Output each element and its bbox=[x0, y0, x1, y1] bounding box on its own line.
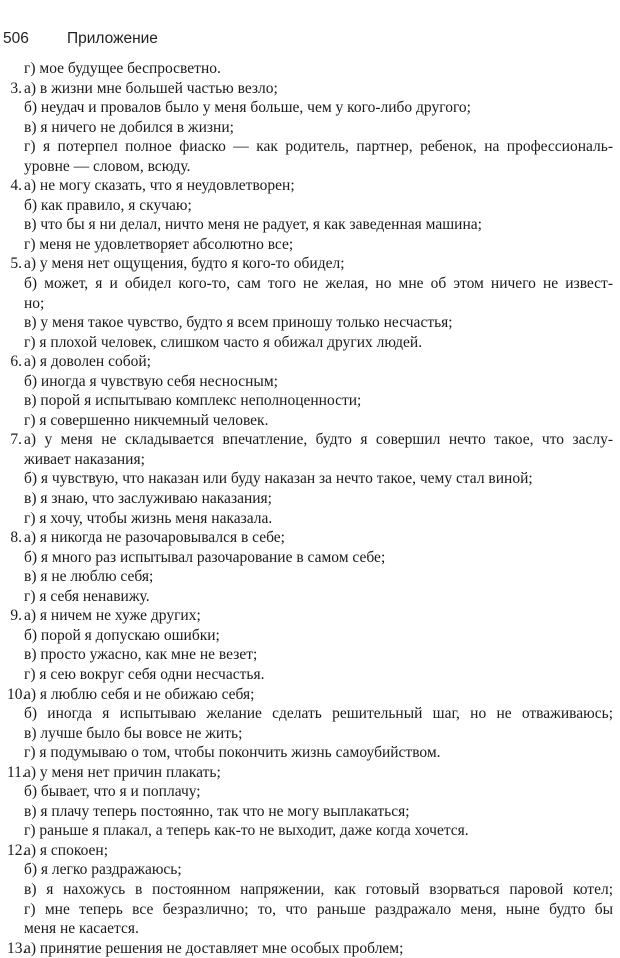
question-number: 9. bbox=[10, 607, 22, 625]
question-line bbox=[7, 352, 613, 372]
question-line bbox=[7, 79, 613, 99]
answer-line bbox=[7, 59, 613, 79]
line-text: б) я много раз испытывал разочарование в самом себе; bbox=[24, 548, 386, 566]
answer-line bbox=[7, 274, 613, 294]
line-text: меня не касается. bbox=[24, 920, 139, 938]
line-text: г) я подумываю о том, чтобы покончить жизнь самоубийством. bbox=[24, 744, 441, 762]
line-text: а) я никогда не разочаровывался в себе; bbox=[24, 529, 285, 547]
line-text: в) лучше было бы вовсе не жить; bbox=[24, 724, 243, 742]
line-text: а) в жизни мне большей частью везло; bbox=[24, 79, 278, 97]
answer-line bbox=[7, 235, 613, 255]
line-text: б) я чувствую, что наказан или буду наказан за нечто такое, чему стал виной; bbox=[24, 470, 533, 488]
question-number: 6. bbox=[10, 353, 22, 371]
answer-line bbox=[7, 626, 613, 646]
answer-line bbox=[7, 860, 613, 880]
line-text: б) может, я и обидел кого-то, сам того не желая, но мне об этом ничего не извест- bbox=[24, 275, 613, 293]
line-text: а) я спокоен; bbox=[24, 841, 109, 859]
question-number: 10. bbox=[7, 685, 27, 703]
page-header bbox=[3, 30, 158, 48]
line-text: но; bbox=[24, 294, 45, 312]
answer-line bbox=[7, 313, 613, 333]
question-number: 3. bbox=[10, 79, 22, 97]
answer-line bbox=[7, 215, 613, 235]
line-text: а) я доволен собой; bbox=[24, 353, 151, 371]
question-line bbox=[7, 430, 613, 450]
line-text: в) я не люблю себя; bbox=[24, 568, 154, 586]
line-text: в) порой я испытываю комплекс неполноценности; bbox=[24, 392, 362, 410]
answer-line bbox=[7, 548, 613, 568]
line-text: г) я сею вокруг себя одни несчастья. bbox=[24, 665, 265, 683]
line-text: б) неудач и провалов было у меня больше, чем у кого-либо другого; bbox=[24, 99, 471, 117]
line-text: в) у меня такое чувство, будто я всем приношу только несчастья; bbox=[24, 314, 453, 332]
answer-line bbox=[7, 802, 613, 822]
line-text: г) я себя ненавижу. bbox=[24, 587, 150, 605]
line-text: б) порой я допускаю ошибки; bbox=[24, 626, 220, 644]
section-title: Приложение bbox=[67, 30, 158, 47]
questionnaire-text bbox=[7, 59, 613, 958]
line-text: г) раньше я плакал, а теперь как-то не выходит, даже когда хочется. bbox=[24, 822, 469, 840]
line-text: а) у меня не складывается впечатление, будто я совершил нечто такое, что заслу- bbox=[24, 431, 613, 449]
question-line bbox=[7, 528, 613, 548]
answer-line bbox=[7, 880, 613, 900]
line-text: г) я потерпел полное фиаско — как родитель, партнер, ребенок, на профессиональ- bbox=[24, 138, 613, 156]
line-text: г) мне теперь все безразлично; то, что раньше раздражало меня, ныне будто бы bbox=[24, 900, 613, 918]
question-line bbox=[7, 841, 613, 861]
answer-line bbox=[7, 567, 613, 587]
question-number: 5. bbox=[10, 255, 22, 273]
line-text: б) я легко раздражаюсь; bbox=[24, 861, 182, 879]
answer-line bbox=[7, 821, 613, 841]
question-number: 8. bbox=[10, 529, 22, 547]
answer-line bbox=[7, 118, 613, 138]
answer-line bbox=[7, 294, 613, 314]
answer-line bbox=[7, 782, 613, 802]
answer-line bbox=[7, 919, 613, 939]
line-text: б) иногда я испытываю желание сделать решительный шаг, но не отваживаюсь; bbox=[24, 705, 613, 723]
line-text: а) у меня нет ощущения, будто я кого-то обидел; bbox=[24, 255, 345, 273]
question-number: 13. bbox=[7, 939, 27, 957]
line-text: б) как правило, я скучаю; bbox=[24, 196, 192, 214]
line-text: живает наказания; bbox=[24, 450, 145, 468]
answer-line bbox=[7, 333, 613, 353]
answer-line bbox=[7, 391, 613, 411]
question-number: 11. bbox=[7, 763, 26, 781]
answer-line bbox=[7, 724, 613, 744]
line-text: уровне — словом, всюду. bbox=[24, 157, 191, 175]
line-text: в) я ничего не добился в жизни; bbox=[24, 118, 234, 136]
answer-line bbox=[7, 900, 613, 920]
line-text: г) я плохой человек, слишком часто я обижал других людей. bbox=[24, 333, 423, 351]
line-text: б) бывает, что я и поплачу; bbox=[24, 783, 201, 801]
question-number: 4. bbox=[10, 177, 22, 195]
line-text: г) меня не удовлетворяет абсолютно все; bbox=[24, 235, 294, 253]
answer-line bbox=[7, 587, 613, 607]
line-text: г) я совершенно никчемный человек. bbox=[24, 411, 269, 429]
answer-line bbox=[7, 645, 613, 665]
line-text: в) я плачу теперь постоянно, так что не могу выплакаться; bbox=[24, 802, 410, 820]
line-text: в) я нахожусь в постоянном напряжении, как готовый взорваться паровой котел; bbox=[24, 880, 613, 898]
line-text: в) что бы я ни делал, ничто меня не радует, я как заведенная машина; bbox=[24, 216, 482, 234]
page-number: 506 bbox=[3, 30, 29, 47]
line-text: б) иногда я чувствую себя несносным; bbox=[24, 372, 278, 390]
line-text: в) я знаю, что заслуживаю наказания; bbox=[24, 490, 272, 508]
line-text: а) у меня нет причин плакать; bbox=[24, 763, 221, 781]
line-text: г) я хочу, чтобы жизнь меня наказала. bbox=[24, 509, 273, 527]
answer-line bbox=[7, 157, 613, 177]
answer-line bbox=[7, 489, 613, 509]
question-number: 12. bbox=[7, 841, 27, 859]
question-line bbox=[7, 176, 613, 196]
question-number: 7. bbox=[10, 431, 22, 449]
answer-line bbox=[7, 450, 613, 470]
answer-line bbox=[7, 743, 613, 763]
question-line bbox=[7, 763, 613, 783]
answer-line bbox=[7, 137, 613, 157]
question-line bbox=[7, 254, 613, 274]
line-text: а) я люблю себя и не обижаю себя; bbox=[24, 685, 255, 703]
answer-line bbox=[7, 469, 613, 489]
line-text: г) мое будущее беспросветно. bbox=[24, 60, 221, 77]
answer-line bbox=[7, 704, 613, 724]
answer-line bbox=[7, 372, 613, 392]
answer-line bbox=[7, 509, 613, 529]
line-text: а) принятие решения не доставляет мне особых проблем; bbox=[24, 939, 404, 957]
answer-line bbox=[7, 196, 613, 216]
answer-line bbox=[7, 411, 613, 431]
line-text: в) просто ужасно, как мне не везет; bbox=[24, 646, 258, 664]
question-line bbox=[7, 685, 613, 705]
answer-line bbox=[7, 98, 613, 118]
line-text: а) не могу сказать, что я неудовлетворен; bbox=[24, 177, 295, 195]
answer-line bbox=[7, 665, 613, 685]
question-line bbox=[7, 939, 613, 958]
line-text: а) я ничем не хуже других; bbox=[24, 607, 201, 625]
question-line bbox=[7, 606, 613, 626]
